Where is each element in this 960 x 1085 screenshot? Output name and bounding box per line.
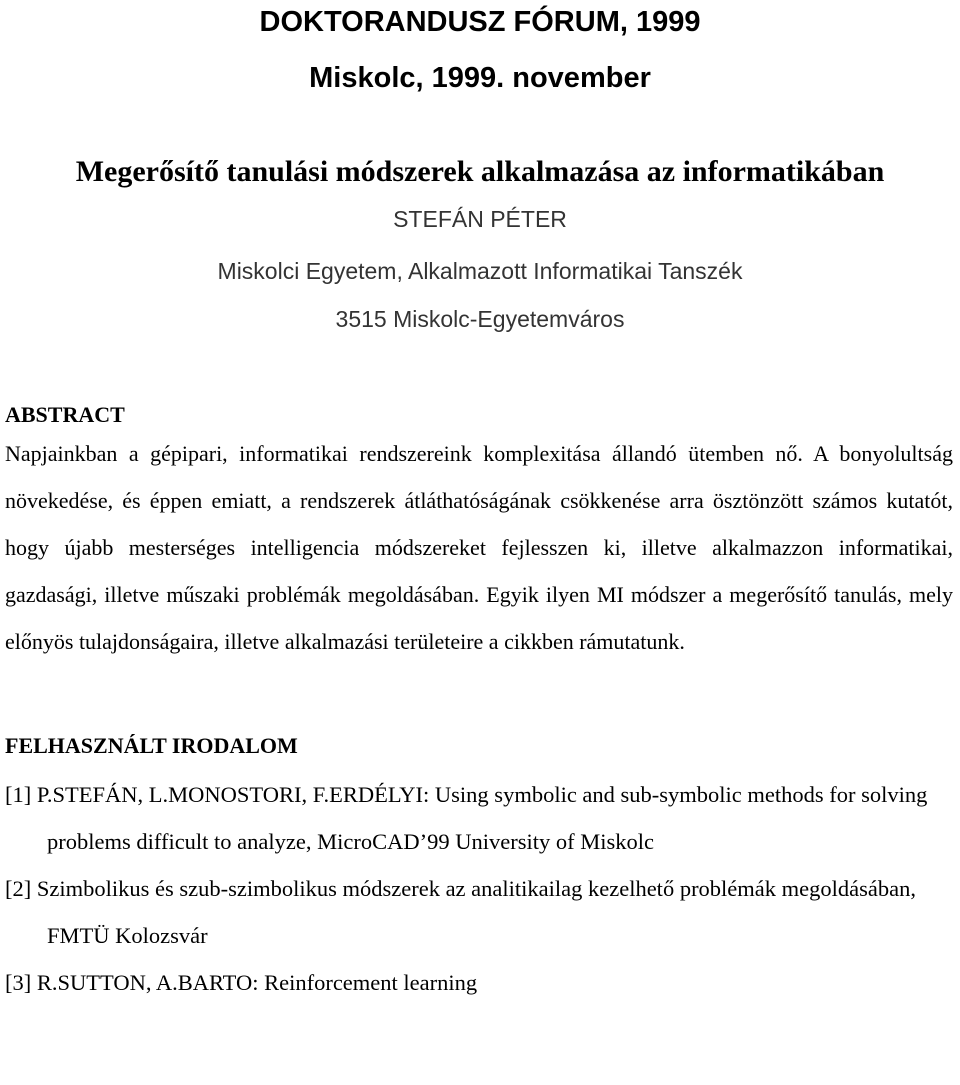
conference-place-date: Miskolc, 1999. november <box>309 62 651 94</box>
abstract-heading: ABSTRACT <box>5 402 125 427</box>
author-affiliation: Miskolci Egyetem, Alkalmazott Informatikai Tanszék <box>217 258 743 284</box>
document-header <box>5 0 955 98</box>
reference-item: [1] P.STEFÁN, L.MONOSTORI, F.ERDÉLYI: Using symbolic and sub-symbolic methods for solving problems difficult to analyze, MicroCAD’99 University of Miskolc <box>5 782 928 854</box>
references-heading: FELHASZNÁLT IRODALOM <box>5 733 298 758</box>
references-section <box>5 731 955 1006</box>
author-address: 3515 Miskolc-Egyetemváros <box>335 306 625 332</box>
abstract-text: Napjainkban a gépipari, informatikai rendszereink komplexitása állandó ütemben nő. A bonyolultság növekedése, és éppen emiatt, a rendszerek átláthatóságának csökkenése arra ösztönzött számos kutatót, hogy újabb mesterséges intelligencia módszereket fejlesszen ki, illetve alkalmazzon informatikai, gazdasági, illetve műszaki problémák megoldásában. Egyik ilyen MI módszer a megerősítő tanulás, mely előnyös tulajdonságaira, illetve alkalmazási területeire a cikkben rámutatunk. <box>5 441 953 654</box>
reference-item: [3] R.SUTTON, A.BARTO: Reinforcement learning <box>5 970 478 995</box>
reference-item: [2] Szimbolikus és szub-szimbolikus módszerek az analitikailag kezelhető problémák megoldásában, FMTÜ Kolozsvár <box>5 876 916 948</box>
abstract-section <box>5 400 955 665</box>
paper-info <box>5 152 955 334</box>
author-name: STEFÁN PÉTER <box>393 206 567 232</box>
conference-title: DOKTORANDUSZ FÓRUM, 1999 <box>259 6 701 38</box>
paper-title: Megerősítő tanulási módszerek alkalmazása az informatikában <box>75 155 885 188</box>
